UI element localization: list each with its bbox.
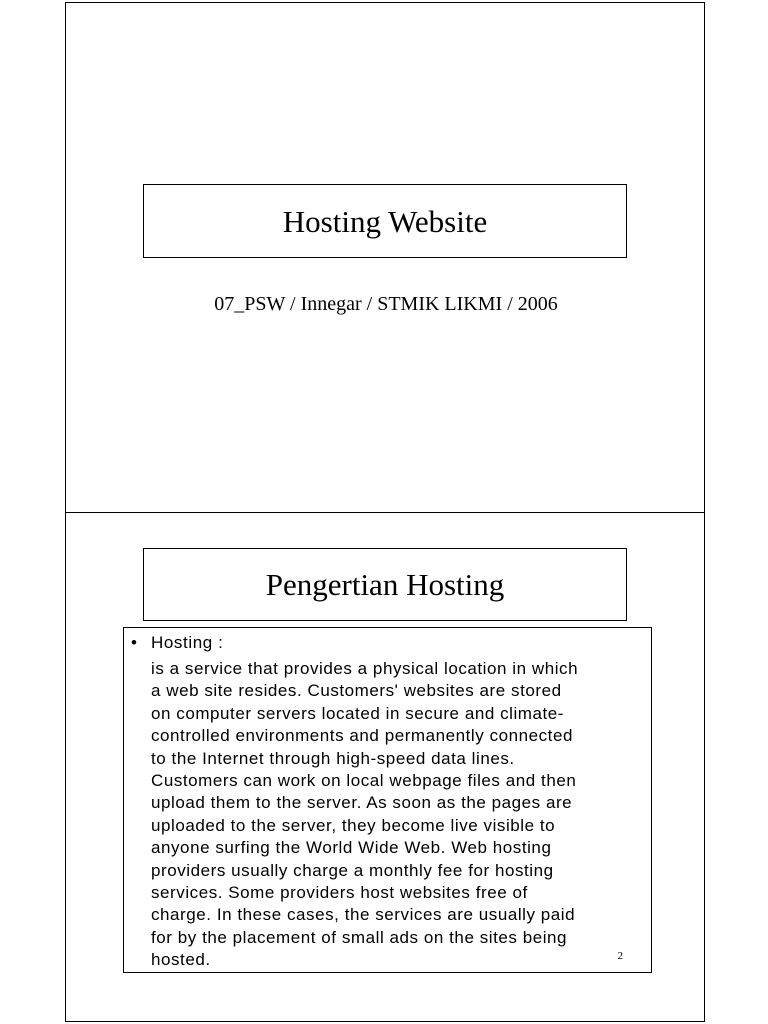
body-line: providers usually charge a monthly fee for hosting	[151, 860, 554, 880]
slide-2	[65, 512, 705, 1022]
bullet-label: Hosting :	[151, 633, 224, 652]
body-line: Customers can work on local webpage files and then	[151, 771, 577, 791]
slide-2-title-box	[143, 548, 627, 621]
body-line: upload them to the server. As soon as the pages are	[151, 793, 573, 813]
body-line: on computer servers located in secure and climate-	[151, 703, 565, 723]
body-line: charge. In these cases, the services are usually paid	[151, 905, 576, 925]
slide-1-title: Hosting Website	[282, 203, 488, 239]
slide-1-subtitle: 07_PSW / Innegar / STMIK LIKMI / 2006	[214, 293, 558, 315]
page-number: 2	[617, 950, 623, 962]
body-line: for by the placement of small ads on the sites being	[151, 927, 568, 947]
body-line: anyone surfing the World Wide Web. Web hosting	[151, 838, 552, 858]
body-line: uploaded to the server, they become live visible to	[151, 815, 556, 835]
slide-2-title: Pengertian Hosting	[265, 567, 505, 602]
slide-2-content-box	[123, 627, 652, 973]
body-line: controlled environments and permanently connected	[151, 726, 573, 746]
body-line: is a service that provides a physical location in which	[151, 659, 579, 678]
slide-1	[65, 2, 705, 513]
body-line: services. Some providers host websites free of	[151, 883, 528, 903]
body-line: a web site resides. Customers' websites are stored	[151, 681, 562, 701]
body-text	[151, 658, 643, 972]
body-line: to the Internet through high-speed data lines.	[151, 748, 515, 768]
bullet-icon: •	[131, 633, 138, 652]
slide-1-title-box	[143, 184, 627, 258]
bullet-item	[131, 632, 224, 654]
body-line: hosted.	[151, 950, 211, 970]
